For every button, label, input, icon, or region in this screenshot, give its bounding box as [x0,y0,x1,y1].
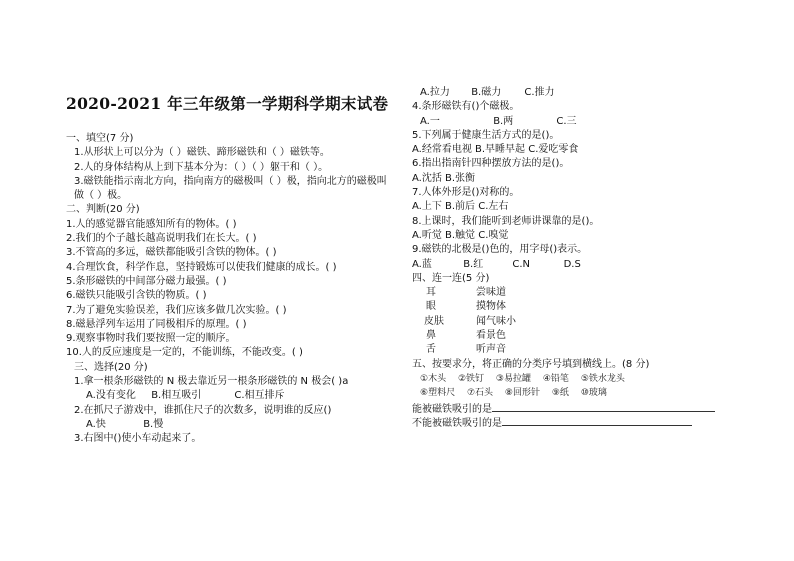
matching-function: 听声音 [476,344,506,356]
choice-options-7: A.上下 B.前后 C.左右 [412,201,509,213]
choice-question-2: 2.在抓尺子游戏中，谁抓住尺子的次数多，说明谁的反应() [74,404,332,416]
choice-question-7: 7.人体外形是()对称的。 [412,187,520,199]
matching-organ: 皮肤 [424,315,444,327]
classify-items-row-1 [412,372,742,386]
choice-option: A.拉力 [420,87,450,98]
matching-row [412,300,742,314]
exam-title: 2020-2021 年三年级第一学期科学期末试卷 [66,94,389,113]
choice-question-3: 3.右图中()使小车动起来了。 [74,433,202,445]
matching-organ: 眼 [426,301,436,313]
choice-options-5: A.经常看电视 B.早睡早起 C.爱吃零食 [412,144,579,156]
matching-function: 闻气味小 [476,315,516,327]
choice-option: B.慢 [143,418,164,430]
classify-item: ⑧回形针 [504,388,540,399]
answer-label-nonmagnetic: 不能被磁铁吸引的是 [412,417,502,429]
fill-question-1: 1.从形状上可以分为（ ）磁铁、蹄形磁铁和（ ）磁铁等。 [74,147,330,159]
classify-item: ⑨纸 [551,388,569,399]
choice-question-8: 8.上课时，我们能听到老师讲课靠的是()。 [412,215,600,227]
answer-label-magnetic: 能被磁铁吸引的是 [412,403,492,415]
classify-item: ②铁钉 [457,373,485,384]
tf-question: 7.为了避免实验误差，我们应该多做几次实验。( ) [66,304,287,316]
choice-options-1 [66,389,396,403]
classify-item: ⑥塑料尺 [420,388,456,399]
matching-function: 尝味道 [476,287,506,299]
matching-row [412,286,742,300]
tf-question: 2.我们的个子越长越高说明我们在长大。( ) [66,233,257,245]
choice-option: A.没有变化 [86,390,136,402]
choice-question-1: 1.拿一根条形磁铁的 N 极去靠近另一根条形磁铁的 N 极会( )a [74,376,349,388]
matching-organ: 舌 [426,344,436,356]
choice-option: C.相互排斥 [234,390,285,402]
choice-options-8: A.听觉 B.触觉 C.嗅觉 [412,229,509,241]
choice-option: A.蓝 [412,258,432,270]
matching-function: 看景色 [476,330,506,342]
matching-organ: 耳 [426,287,436,299]
right-column [412,86,742,429]
matching-organ: 鼻 [426,330,436,342]
fill-question-2: 2.人的身体结构从上到下基本分为：（ ）（ ）躯干和（ ）。 [74,161,329,173]
classify-item: ③易拉罐 [495,373,531,384]
choice-options-2 [66,418,396,432]
choice-option: C.N [512,258,531,270]
choice-option: B.红 [463,258,484,270]
tf-question: 3.不管高的多远，磁铁都能吸引含铁的物体。( ) [66,247,277,259]
choice-option: A.一 [420,115,440,127]
choice-options-9 [412,258,742,272]
choice-question-9: 9.磁铁的北极是()色的，用字母()表示。 [412,244,588,256]
tf-question: 5.条形磁铁的中间部分磁力最强。( ) [66,275,227,287]
choice-question-4: 4.条形磁铁有()个磁极。 [412,101,520,113]
section-fill-blank-heading: 一、填空(7 分) [66,133,134,144]
tf-question: 10.人的反应速度是一定的，不能训练，不能改变。( ) [66,347,303,359]
true-false-list [66,218,396,361]
tf-question: 9.观察事物时我们要按照一定的顺序。 [66,333,236,345]
section-matching-heading: 四、连一连(5 分) [412,272,490,284]
classify-item: ⑤铁水龙头 [580,373,625,384]
tf-question: 1.人的感觉器官能感知所有的物体。( ) [66,218,237,230]
answer-blank-nonmagnetic[interactable] [502,415,692,426]
choice-option: A.快 [86,418,106,430]
tf-question: 8.磁悬浮列车运用了同极相斥的原理。( ) [66,318,247,330]
choice-option: C.推力 [524,87,555,98]
fill-question-3: 3.磁铁能指示南北方向，指向南方的磁极叫（ ）极，指向北方的磁极叫做（ ）极。 [74,175,387,202]
classify-item: ⑦石头 [466,388,494,399]
matching-row [412,343,742,357]
matching-row [412,329,742,343]
tf-question: 4.合理饮食，科学作息，坚持锻炼可以使我们健康的成长。( ) [66,261,337,273]
matching-row [412,315,742,329]
matching-function: 摸物体 [476,301,506,313]
choice-options-3 [412,86,742,100]
choice-option: B.两 [493,115,514,127]
choice-option: B.相互吸引 [151,390,202,402]
section-classify-heading: 五、按要求分，将正确的分类序号填到横线上。(8 分) [412,358,650,370]
left-column [66,132,396,447]
section-true-false-heading: 二、判断(20 分) [66,204,140,216]
choice-options-4 [412,115,742,129]
choice-question-6: 6.指出指南针四种摆放方法的是()。 [412,158,570,170]
choice-options-6: A.沈括 B.张衡 [412,172,476,184]
choice-question-5: 5.下列属于健康生活方式的是()。 [412,129,560,141]
choice-option: B.磁力 [471,87,502,98]
classify-item: ①木头 [420,373,447,384]
choice-option: D.S [563,258,581,270]
classify-item: ⑩玻璃 [580,388,607,399]
choice-option: C.三 [556,115,577,127]
classify-items-row-2 [412,386,742,400]
section-choice-heading: 三、选择(20 分) [74,361,148,373]
matching-list [412,286,742,357]
answer-line-nonmagnetic [412,415,742,429]
answer-line-magnetic [412,401,742,415]
answer-blank-magnetic[interactable] [492,401,715,412]
classify-item: ④铅笔 [542,373,569,384]
tf-question: 6.磁铁只能吸引含铁的物质。( ) [66,290,207,302]
